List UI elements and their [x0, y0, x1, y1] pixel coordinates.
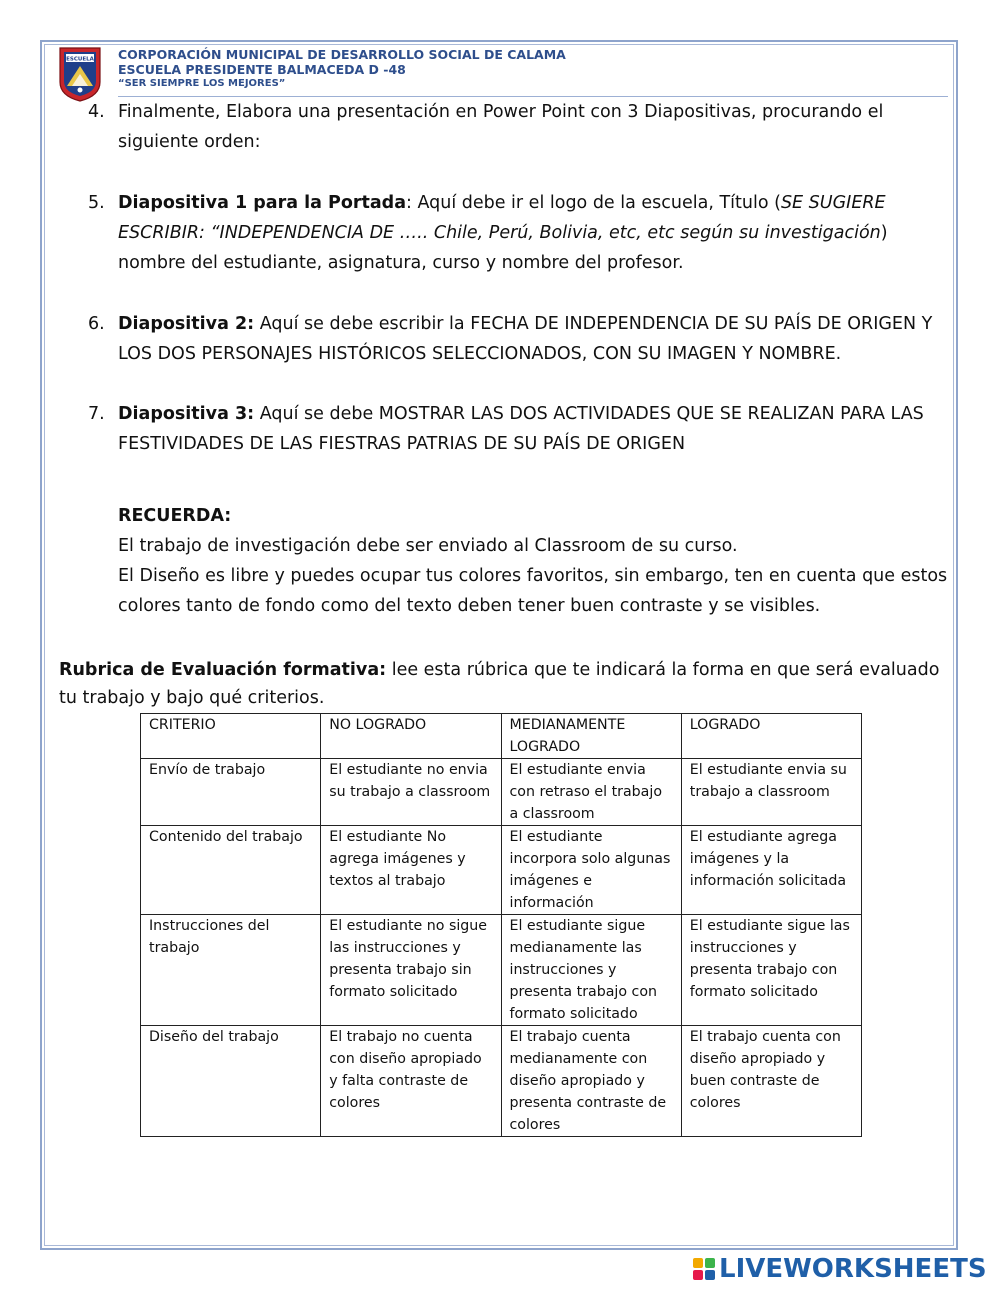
rubric-cell: Diseño del trabajo: [141, 1026, 321, 1137]
item-text: [118, 309, 948, 369]
rubric-header-cell: MEDIANAMENTE LOGRADO: [501, 714, 681, 759]
rubric-cell: El estudiante no envia su trabajo a classroom: [321, 759, 501, 826]
rubric-cell: El trabajo cuenta medianamente con diseño apropiado y presenta contraste de colores: [501, 1026, 681, 1137]
item-number: 4.: [88, 102, 105, 122]
rubric-cell: El estudiante sigue las instrucciones y presenta trabajo con formato solicitado: [681, 915, 861, 1026]
item-number: 6.: [88, 314, 105, 334]
rubric-intro-text: lee esta rúbrica que te indicará la forma en que será evaluado tu trabajo y bajo qué criterios.: [59, 660, 940, 708]
crest-label: ESCUELA: [66, 56, 94, 63]
rubric-row: [141, 1026, 862, 1137]
rubric-header-row: [141, 714, 862, 759]
rubric-row: [141, 826, 862, 915]
liveworksheets-brand: LIVEWORKSHEETS: [719, 1254, 987, 1284]
item-number: 7.: [88, 404, 105, 424]
rubric-header-cell: CRITERIO: [141, 714, 321, 759]
rubric-table: [140, 713, 862, 1137]
rubric-cell: El trabajo no cuenta con diseño apropiado y falta contraste de colores: [321, 1026, 501, 1137]
item-bold-label: Diapositiva 3:: [118, 404, 255, 424]
liveworksheets-logo: [693, 1254, 987, 1284]
item-bold-label: Diapositiva 2:: [118, 314, 255, 334]
item-text-part: ) nombre del estudiante, asignatura, curso y nombre del profesor.: [118, 223, 888, 273]
rubric-cell: El estudiante sigue medianamente las instrucciones y presenta trabajo con formato solicitado: [501, 915, 681, 1026]
rubric-cell: El estudiante no sigue las instrucciones y presenta trabajo sin formato solicitado: [321, 915, 501, 1026]
school-header: [118, 47, 566, 90]
item-text-part: Aquí se debe escribir la FECHA DE INDEPENDENCIA DE SU PAÍS DE ORIGEN Y LOS DOS PERSONAJES HISTÓRICOS SELECCIONADOS, CON SU IMAGEN Y NOMBRE.: [118, 314, 933, 364]
reminder-title: RECUERDA:: [118, 506, 232, 526]
rubric-cell: El estudiante incorpora solo algunas imágenes e información: [501, 826, 681, 915]
rubric-cell: El estudiante agrega imágenes y la información solicitada: [681, 826, 861, 915]
reminder-section: [118, 501, 948, 621]
item-bold-label: Diapositiva 1 para la Portada: [118, 193, 406, 213]
header-motto: “SER SIEMPRE LOS MEJORES”: [118, 78, 286, 89]
school-crest-logo: [58, 46, 102, 102]
reminder-line-2: El Diseño es libre y puedes ocupar tus colores favoritos, sin embargo, ten en cuenta que estos colores tanto de fondo como del texto deben tener buen contraste y se visibles.: [118, 566, 948, 616]
rubric-header-cell: LOGRADO: [681, 714, 861, 759]
logo-block: [693, 1258, 703, 1268]
item-text-part: : Aquí debe ir el logo de la escuela, Título (: [406, 193, 781, 213]
rubric-header-cell: NO LOGRADO: [321, 714, 501, 759]
rubric-intro-title: Rubrica de Evaluación formativa:: [59, 660, 387, 680]
item-text: [118, 399, 948, 459]
reminder-line-1: El trabajo de investigación debe ser enviado al Classroom de su curso.: [118, 536, 738, 556]
rubric-cell: Envío de trabajo: [141, 759, 321, 826]
item-italic-text: SE SUGIERE ESCRIBIR: “INDEPENDENCIA DE ….. Chile, Perú, Bolivia, etc, etc según su investigación: [118, 193, 886, 243]
item-text: [118, 188, 948, 278]
liveworksheets-blocks-icon: [693, 1258, 715, 1280]
rubric-cell: Contenido del trabajo: [141, 826, 321, 915]
item-number: 5.: [88, 193, 105, 213]
rubric-cell: El estudiante envia con retraso el trabajo a classroom: [501, 759, 681, 826]
logo-block: [705, 1258, 715, 1268]
rubric-cell: El estudiante No agrega imágenes y textos al trabajo: [321, 826, 501, 915]
rubric-row: [141, 915, 862, 1026]
header-school-name: ESCUELA PRESIDENTE BALMACEDA D -48: [118, 62, 406, 77]
logo-block: [705, 1270, 715, 1280]
logo-block: [693, 1270, 703, 1280]
item-text-part: Aquí se debe MOSTRAR LAS DOS ACTIVIDADES QUE SE REALIZAN PARA LAS FESTIVIDADES DE LAS FIESTRAS PATRIAS DE SU PAÍS DE ORIGEN: [118, 404, 924, 454]
rubric-intro: [59, 656, 949, 712]
rubric-cell: El trabajo cuenta con diseño apropiado y buen contraste de colores: [681, 1026, 861, 1137]
rubric-row: [141, 759, 862, 826]
header-corporation: CORPORACIÓN MUNICIPAL DE DESARROLLO SOCIAL DE CALAMA: [118, 47, 566, 62]
rubric-cell: Instrucciones del trabajo: [141, 915, 321, 1026]
item-text: Finalmente, Elabora una presentación en Power Point con 3 Diapositivas, procurando el siguiente orden:: [118, 102, 884, 152]
rubric-cell: El estudiante envia su trabajo a classroom: [681, 759, 861, 826]
